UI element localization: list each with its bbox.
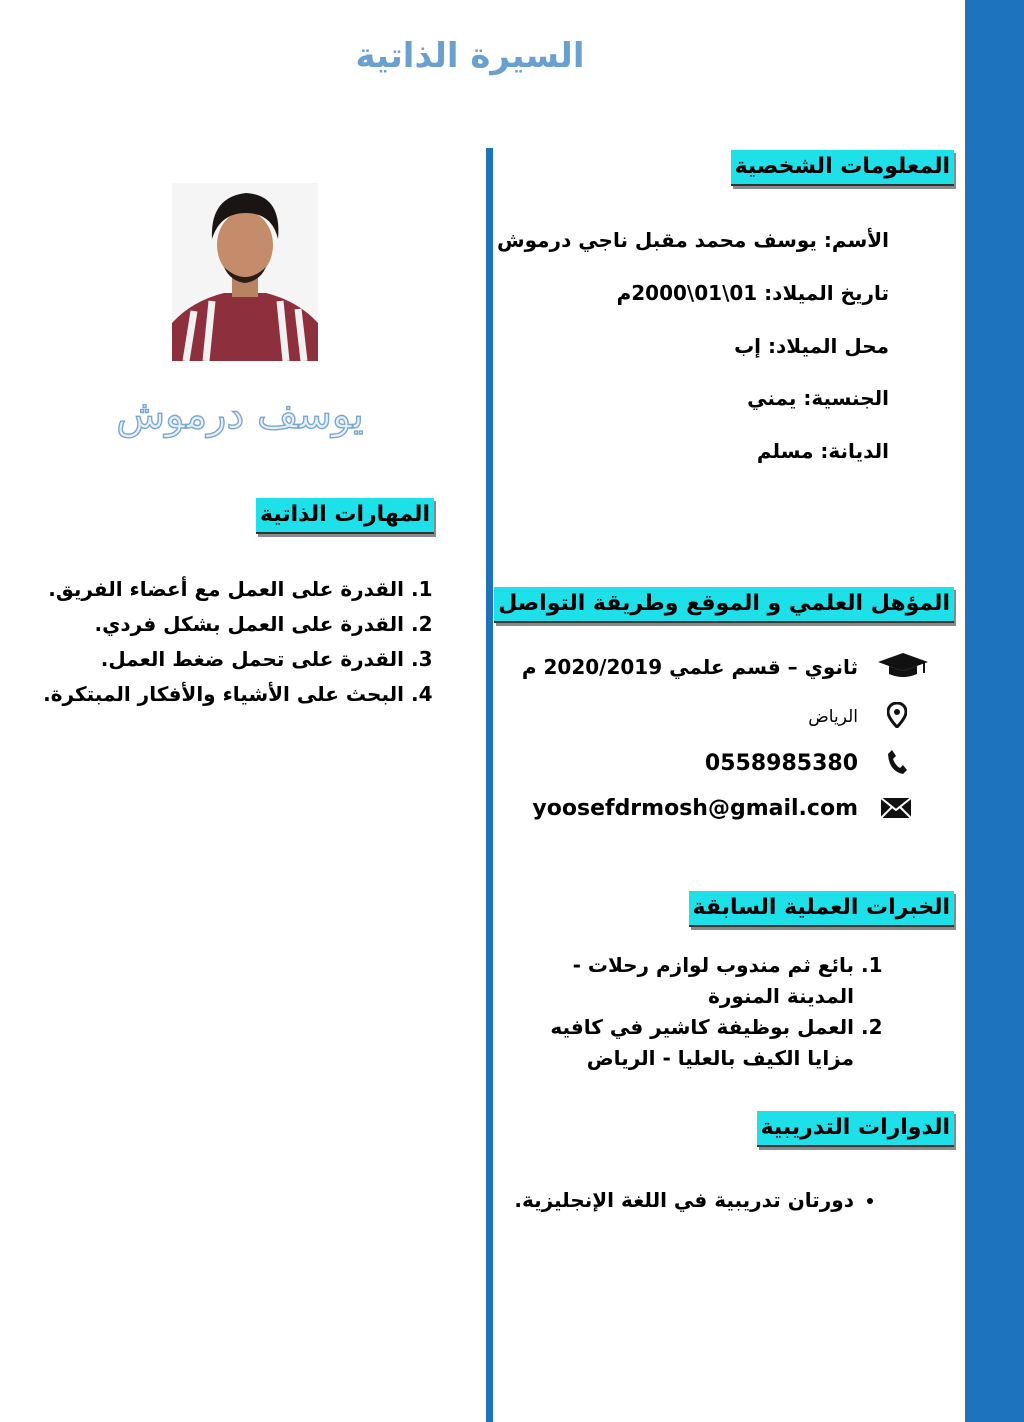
personal-info-heading: المعلومات الشخصية xyxy=(731,150,954,186)
document-title: السيرة الذاتية xyxy=(355,36,585,76)
birth-place-field: محل الميلاد: إب xyxy=(734,334,889,358)
nationality-field: الجنسية: يمني xyxy=(747,386,889,410)
location-text: الرياض xyxy=(808,707,858,727)
skills-list xyxy=(43,572,440,712)
name-field: الأسم: يوسف محمد مقبل ناجي درموش xyxy=(497,228,889,252)
phone-icon xyxy=(886,749,908,775)
map-pin-icon xyxy=(887,702,907,728)
email-text: yoosefdrmosh@gmail.com xyxy=(532,796,858,821)
course-item: • دورتان تدريبية في اللغة الإنجليزية. xyxy=(514,1184,854,1216)
right-accent-band xyxy=(965,0,1024,1422)
birth-date-field: تاريخ الميلاد: 01\01\2000م xyxy=(616,281,889,305)
portrait-illustration xyxy=(172,183,318,361)
column-divider xyxy=(486,148,493,1422)
skill-item: 4. البحث على الأشياء والأفكار المبتكرة. xyxy=(43,677,404,712)
religion-field: الديانة: مسلم xyxy=(756,439,889,463)
experience-heading: الخبرات العملية السابقة xyxy=(689,891,954,927)
experience-item: 2. العمل بوظيفة كاشير في كافيه مزايا الكيف بالعليا - الرياض xyxy=(530,1012,854,1074)
profile-photo xyxy=(172,183,318,361)
graduation-cap-icon xyxy=(876,651,930,679)
courses-list xyxy=(514,1184,890,1216)
experience-item: 1. بائع ثم مندوب لوازم رحلات - المدينة المنورة xyxy=(530,950,854,1012)
envelope-icon xyxy=(880,797,912,819)
experience-list xyxy=(530,950,890,1074)
courses-heading: الدوارات التدريبية xyxy=(757,1111,954,1147)
qualification-text: ثانوي – قسم علمي 2020/2019 م xyxy=(521,655,858,679)
education-contact-heading: المؤهل العلمي و الموقع وطريقة التواصل xyxy=(494,587,954,623)
skill-item: 1. القدرة على العمل مع أعضاء الفريق. xyxy=(43,572,404,607)
skill-item: 3. القدرة على تحمل ضغط العمل. xyxy=(43,642,404,677)
signature-name: يوسف درموش xyxy=(116,392,364,438)
phone-text: 0558985380 xyxy=(704,751,858,776)
skill-item: 2. القدرة على العمل بشكل فردي. xyxy=(43,607,404,642)
skills-heading: المهارات الذاتية xyxy=(256,498,434,534)
